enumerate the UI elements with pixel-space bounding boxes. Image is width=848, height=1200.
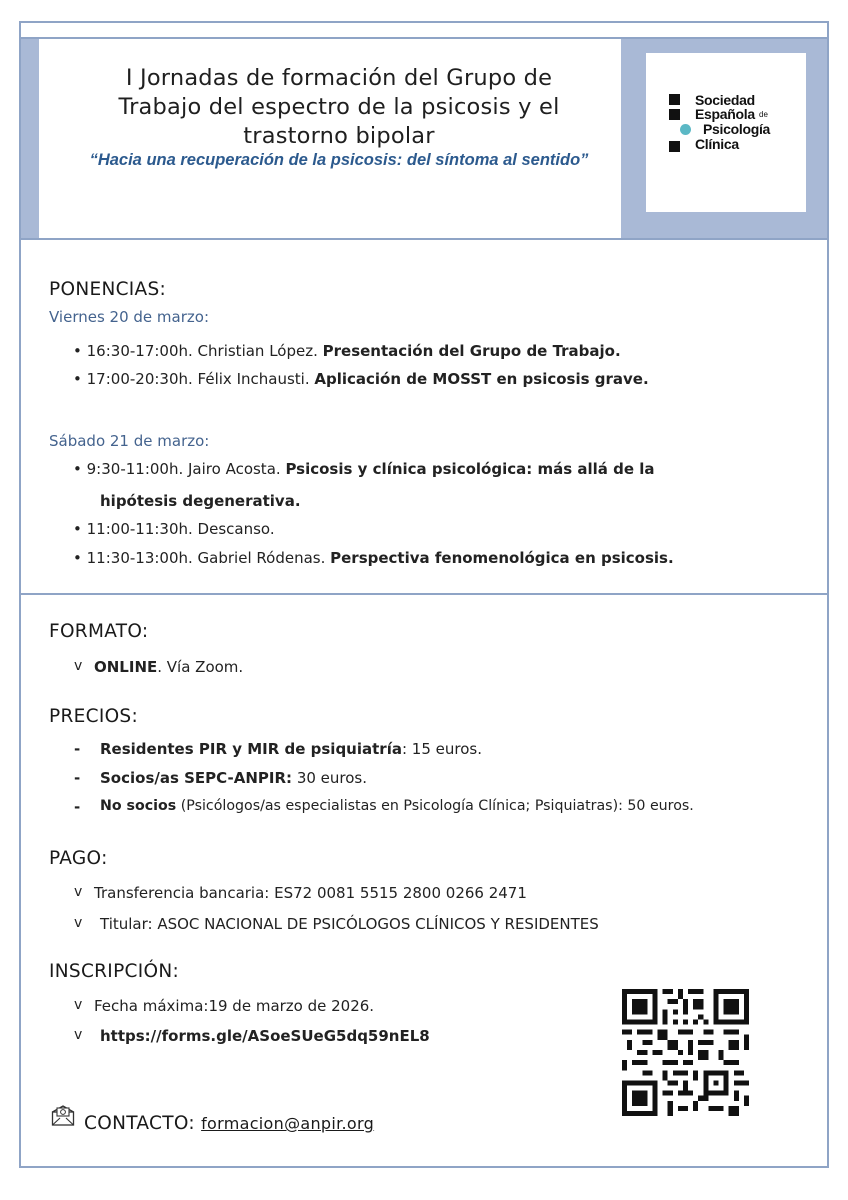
event-title: I Jornadas de formación del Grupo de Trabajo del espectro de la psicosis y el trastorno bipolar	[118, 65, 560, 149]
formato-heading: FORMATO:	[49, 621, 149, 642]
qr-code[interactable]	[622, 989, 749, 1116]
check-mark: v	[74, 997, 83, 1013]
talk-item: • 17:00-20:30h. Félix Inchausti. Aplicación de MOSST en psicosis grave.	[73, 370, 649, 388]
check-mark: v	[74, 658, 83, 674]
registration-link[interactable]: https://forms.gle/ASoeSUeG5dq59nEL8	[100, 1027, 430, 1045]
section-divider	[21, 593, 827, 595]
logo-text-psicologia: Psicología	[703, 121, 771, 137]
dash-bullet: -	[74, 769, 81, 787]
logo-text-clinica: Clínica	[695, 136, 739, 152]
contact-line	[84, 1113, 374, 1134]
dash-bullet: -	[74, 798, 81, 816]
logo-text-de: de	[759, 110, 768, 119]
formato-value: ONLINE. Vía Zoom.	[94, 658, 244, 676]
inscripcion-heading: INSCRIPCIÓN:	[49, 961, 180, 982]
deadline: Fecha máxima:19 de marzo de 2026.	[94, 997, 375, 1015]
talk-item: • 11:00-11:30h. Descanso.	[73, 520, 275, 538]
bank-transfer: Transferencia bancaria: ES72 0081 5515 2800 0266 2471	[94, 884, 527, 902]
talk-item: • 9:30-11:00h. Jairo Acosta. Psicosis y clínica psicológica: más allá de la	[73, 460, 655, 478]
price-item: Residentes PIR y MIR de psiquiatría: 15 euros.	[100, 740, 482, 758]
day-label-friday: Viernes 20 de marzo:	[49, 308, 209, 326]
price-item: No socios (Psicólogos/as especialistas en Psicología Clínica; Psiquiatras): 50 euros.	[100, 798, 694, 814]
logo-dot	[680, 124, 691, 135]
check-mark: v	[74, 1027, 83, 1043]
logo-text-espanola: Española	[695, 106, 755, 122]
check-mark: v	[74, 884, 83, 900]
day-label-saturday: Sábado 21 de marzo:	[49, 432, 210, 450]
account-holder: Titular: ASOC NACIONAL DE PSICÓLOGOS CLÍNICOS Y RESIDENTES	[100, 915, 599, 933]
ponencias-heading: PONENCIAS:	[49, 279, 167, 300]
logo-text-sociedad: Sociedad	[695, 92, 755, 108]
contact-email-link[interactable]: formacion@anpir.org	[201, 1114, 375, 1133]
price-item: Socios/as SEPC-ANPIR: 30 euros.	[100, 769, 368, 787]
check-mark: v	[74, 915, 83, 931]
logo-square	[669, 141, 680, 152]
precios-heading: PRECIOS:	[49, 706, 139, 727]
talk-item: • 11:30-13:00h. Gabriel Ródenas. Perspectiva fenomenológica en psicosis.	[73, 549, 674, 567]
event-subtitle: “Hacia una recuperación de la psicosis: del síntoma al sentido”	[89, 151, 589, 169]
logo-square	[669, 94, 680, 105]
mail-icon	[51, 1103, 75, 1127]
pago-heading: PAGO:	[49, 848, 108, 869]
contact-label: CONTACTO:	[84, 1113, 195, 1134]
talk-item: • 16:30-17:00h. Christian López. Presentación del Grupo de Trabajo.	[73, 342, 621, 360]
logo-square	[669, 109, 680, 120]
sepc-logo	[646, 53, 806, 212]
dash-bullet: -	[74, 740, 81, 758]
talk-item-continuation: hipótesis degenerativa.	[100, 492, 301, 510]
